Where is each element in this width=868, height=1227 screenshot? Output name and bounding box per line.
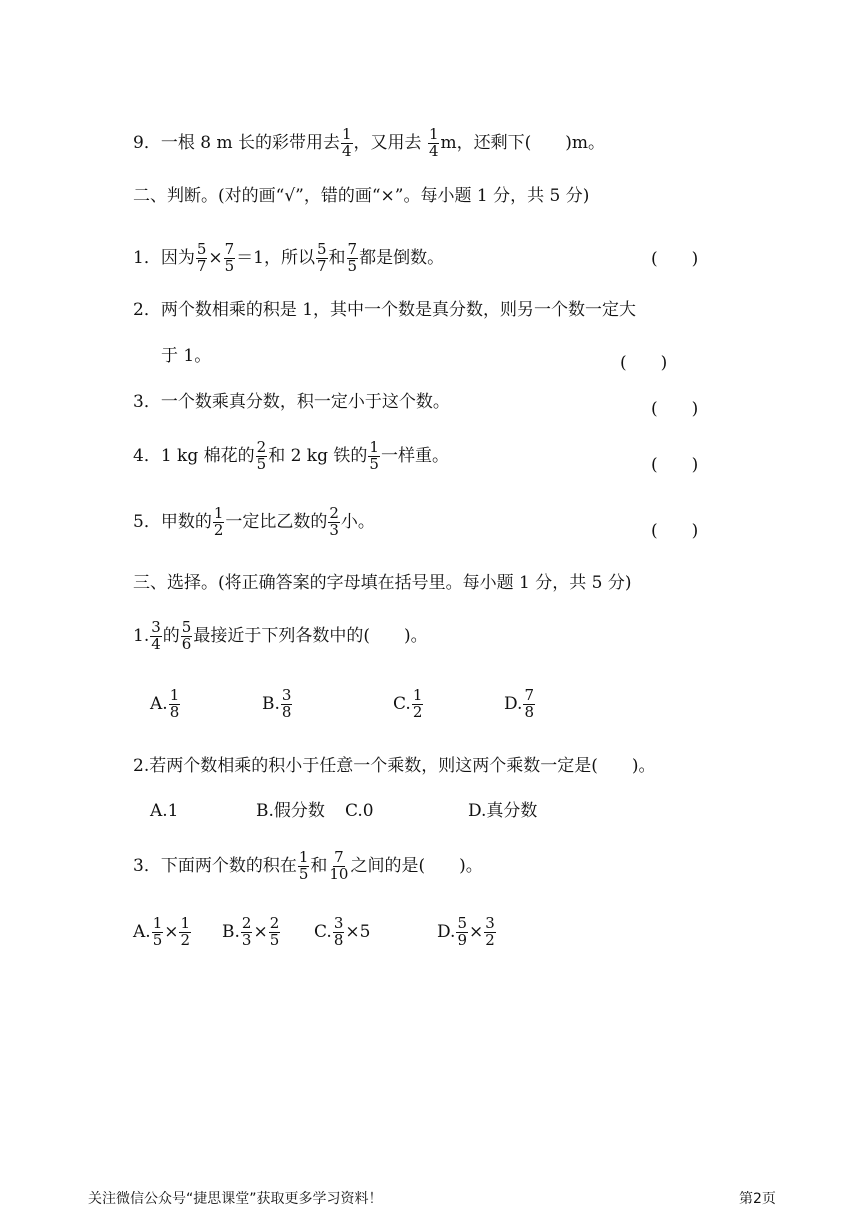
fraction: $\frac{1}{4}$ bbox=[341, 125, 352, 160]
section-3-title: 三、选择。(将正确答案的字母填在括号里。每小题 1 分，共 5 分) bbox=[133, 573, 632, 593]
choice-option-c[interactable]: C.0 bbox=[345, 801, 374, 821]
question-number: 9． bbox=[133, 132, 161, 153]
question-text: ，又用去 bbox=[353, 132, 427, 153]
choice-question-3: 3．下面两个数的积在 $\frac{1}{5}$ 和 $\frac{7}{10}$ 之间的是( )。 bbox=[133, 848, 483, 883]
judge-question-3: 3．一个数乘真分数，积一定小于这个数。 bbox=[133, 392, 450, 412]
choice-option-c[interactable]: C. $\frac{3}{8}$ ×5 bbox=[314, 914, 371, 949]
choice-option-a[interactable]: A.1 bbox=[150, 801, 179, 821]
answer-blank[interactable]: ( ) bbox=[620, 353, 668, 373]
choice-option-a[interactable]: A. $\frac{1}{8}$ bbox=[150, 686, 180, 721]
choice-option-d[interactable]: D. $\frac{7}{8}$ bbox=[504, 686, 534, 721]
choice-option-d[interactable]: D. $\frac{5}{9}$ × $\frac{3}{2}$ bbox=[437, 914, 495, 949]
question-text: m，还剩下( )m。 bbox=[440, 132, 605, 153]
fraction: $\frac{1}{5}$ bbox=[369, 438, 379, 473]
answer-blank[interactable]: ( ) bbox=[651, 521, 699, 541]
choice-option-d[interactable]: D.真分数 bbox=[468, 801, 538, 821]
fraction: $\frac{1}{2}$ bbox=[213, 504, 224, 539]
fraction: $\frac{1}{4}$ bbox=[428, 125, 439, 160]
fraction: $\frac{7}{10}$ bbox=[329, 848, 349, 883]
question-9 bbox=[133, 127, 605, 160]
choice-question-2: 2.若两个数相乘的积小于任意一个乘数，则这两个乘数一定是( )。 bbox=[133, 756, 656, 776]
question-text: 一根 8 m 长的彩带用去 bbox=[160, 132, 340, 153]
fraction: $\frac{2}{5}$ bbox=[256, 438, 267, 473]
judge-question-2: 2．两个数相乘的积是 1，其中一个数是真分数，则另一个数一定大 bbox=[133, 300, 637, 320]
choice-option-b[interactable]: B. $\frac{3}{8}$ bbox=[262, 686, 292, 721]
judge-question-2-line2: 于 1。 bbox=[161, 346, 212, 366]
fraction: $\frac{2}{3}$ bbox=[329, 504, 339, 539]
fraction: $\frac{1}{5}$ bbox=[298, 848, 309, 883]
answer-blank[interactable]: ( ) bbox=[651, 399, 699, 419]
choice-option-b[interactable]: B.假分数 bbox=[256, 801, 325, 821]
fraction: $\frac{5}{7}$ bbox=[317, 240, 327, 275]
judge-question-5: 5．甲数的 $\frac{1}{2}$ 一定比乙数的 $\frac{2}{3}$ 小。 bbox=[133, 504, 375, 539]
fraction: $\frac{7}{5}$ bbox=[224, 240, 235, 275]
fraction: $\frac{5}{6}$ bbox=[181, 618, 192, 653]
choice-option-a[interactable]: A. $\frac{1}{5}$ × $\frac{1}{2}$ bbox=[133, 914, 191, 949]
answer-blank[interactable]: ( ) bbox=[651, 455, 699, 475]
footer-promo: 关注微信公众号“捷思课堂”获取更多学习资料！ bbox=[88, 1191, 383, 1207]
choice-option-b[interactable]: B. $\frac{2}{3}$ × $\frac{2}{5}$ bbox=[222, 914, 280, 949]
choice-option-c[interactable]: C. $\frac{1}{2}$ bbox=[393, 686, 423, 721]
judge-question-1: 1．因为 $\frac{5}{7}$ × $\frac{7}{5}$ ＝1，所以 $\frac{5}{7}$ 和 $\frac{7}{5}$ 都是倒数。 bbox=[133, 240, 445, 275]
section-2-title: 二、判断。(对的画“√”，错的画“×”。每小题 1 分，共 5 分) bbox=[133, 186, 590, 206]
judge-question-4: 4．1 kg 棉花的 $\frac{2}{5}$ 和 2 kg 铁的 $\frac{1}{5}$ 一样重。 bbox=[133, 438, 449, 473]
answer-blank[interactable]: ( ) bbox=[651, 249, 699, 269]
page-number: 第2页 bbox=[739, 1191, 776, 1207]
fraction: $\frac{5}{7}$ bbox=[196, 240, 207, 275]
fraction: $\frac{7}{5}$ bbox=[347, 240, 358, 275]
fraction: $\frac{3}{4}$ bbox=[151, 618, 161, 653]
choice-question-1: 1. $\frac{3}{4}$ 的 $\frac{5}{6}$ 最接近于下列各数中的( )。 bbox=[133, 618, 428, 653]
